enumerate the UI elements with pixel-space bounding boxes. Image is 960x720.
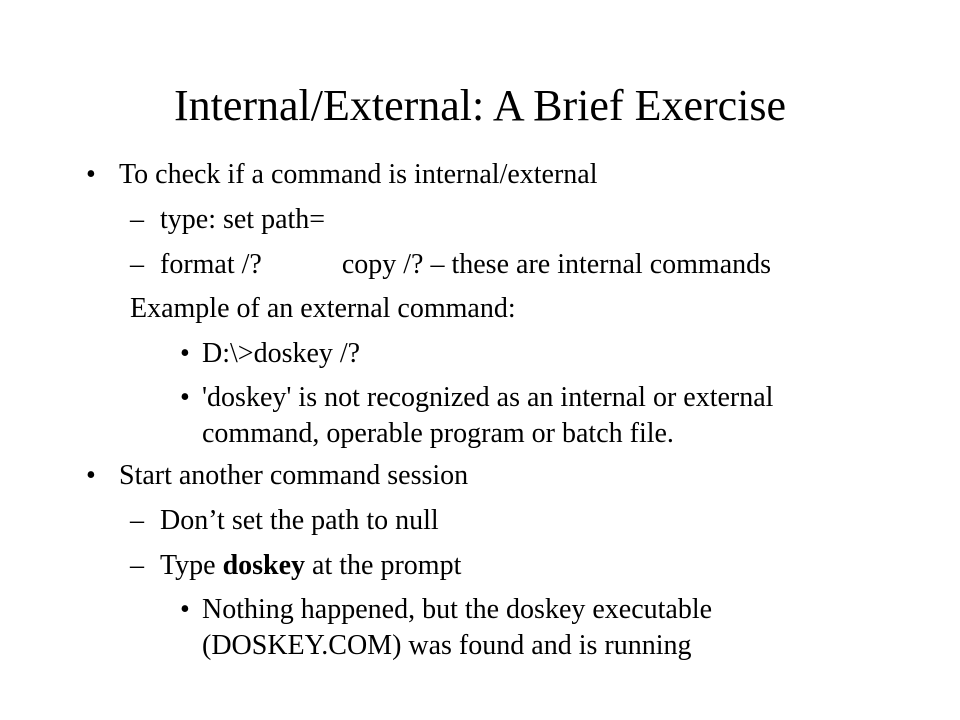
subitem-type-doskey xyxy=(160,549,461,583)
bullet-icon: • xyxy=(86,159,96,190)
slide-title: Internal/External: A Brief Exercise xyxy=(173,81,787,130)
copy-text: copy /? – these are internal commands xyxy=(341,249,772,280)
bullet-icon: • xyxy=(180,382,190,413)
not-recognized-line2: command, operable program or batch file. xyxy=(202,418,674,449)
bullet-icon: • xyxy=(180,338,190,369)
dash-icon: – xyxy=(130,204,144,235)
example-heading: Example of an external command: xyxy=(130,293,516,324)
subitem-type-set-path: type: set path= xyxy=(160,204,326,235)
dash-icon: – xyxy=(130,249,144,280)
doskey-bold: doskey xyxy=(222,550,306,581)
format-text: format /? xyxy=(160,249,262,280)
doskey-command: D:\>doskey /? xyxy=(202,338,361,369)
bullet-icon: • xyxy=(86,460,96,491)
type-prefix: Type xyxy=(160,550,223,581)
bullet-icon: • xyxy=(180,594,190,625)
nothing-happened-line1: Nothing happened, but the doskey executable xyxy=(202,594,713,625)
subitem-dont-set-path: Don’t set the path to null xyxy=(160,505,439,536)
subitem-format-copy xyxy=(160,248,771,282)
dash-icon: – xyxy=(130,550,144,581)
bullet-start-session: Start another command session xyxy=(119,460,469,491)
bullet-check-internal: To check if a command is internal/external xyxy=(119,159,598,190)
type-suffix: at the prompt xyxy=(305,550,462,581)
dash-icon: – xyxy=(130,505,144,536)
not-recognized-line1: 'doskey' is not recognized as an internal or external xyxy=(202,382,774,413)
nothing-happened-line2: (DOSKEY.COM) was found and is running xyxy=(202,630,692,661)
